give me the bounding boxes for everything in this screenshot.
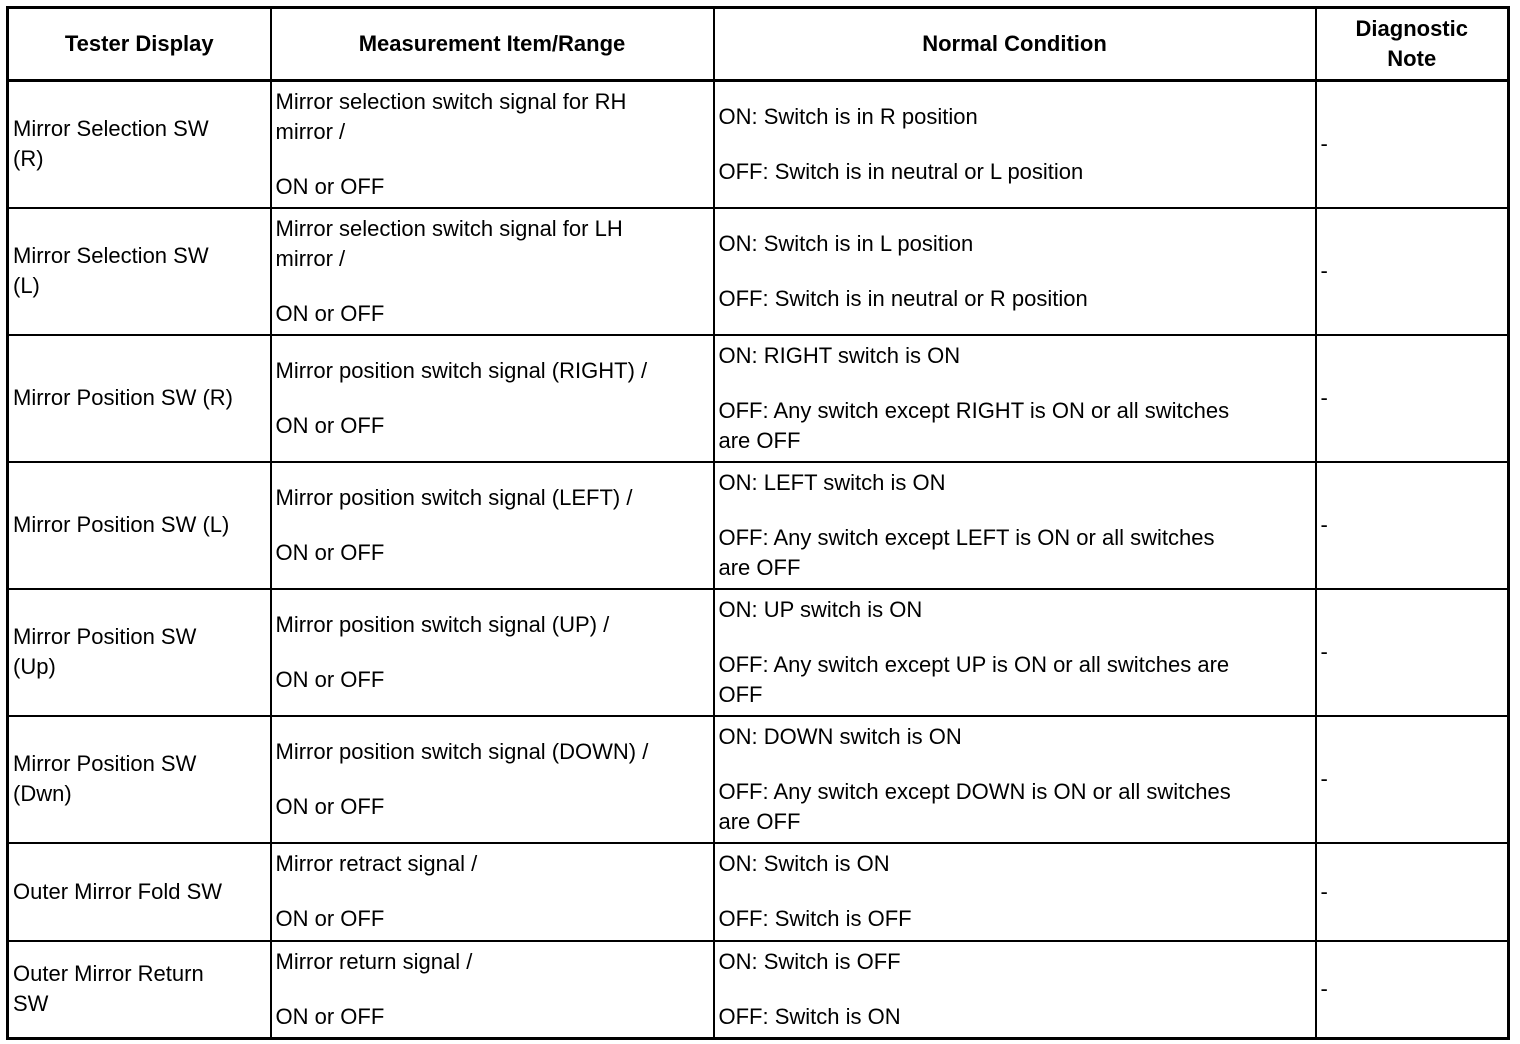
table-row: [8, 843, 1509, 941]
diagnostic-note-text: -: [1320, 512, 1328, 537]
condition-off-text: are OFF: [718, 808, 801, 834]
measurement-range-text: ON or OFF: [275, 412, 385, 438]
condition-off-text: OFF: Any switch except RIGHT is ON or all switches: [718, 397, 1230, 423]
table-row: [8, 81, 1509, 208]
cell-diagnostic-note: [1316, 716, 1509, 843]
condition-off-text: OFF: Switch is OFF: [718, 906, 912, 931]
tester-display-text: Mirror Position SW (R): [13, 385, 234, 410]
condition-off-text: OFF: Switch is in neutral or R position: [718, 285, 1088, 311]
header-tester-display: Tester Display: [8, 8, 271, 81]
table-row: [8, 589, 1509, 716]
measurement-range-text: ON or OFF: [275, 906, 385, 931]
measurement-item-text: Mirror retract signal /: [275, 851, 478, 876]
table-header: [8, 8, 1509, 81]
cell-measurement: [271, 589, 714, 716]
diagnostic-note-text: -: [1320, 878, 1328, 904]
measurement-range-text: ON or OFF: [275, 666, 385, 692]
cell-normal-condition: [714, 941, 1316, 1039]
table-row: [8, 335, 1509, 462]
measurement-range-text: ON or OFF: [275, 173, 385, 199]
cell-measurement: [271, 462, 714, 589]
measurement-range-text: ON or OFF: [275, 539, 385, 565]
diagnostic-note-text: -: [1320, 385, 1328, 410]
header-diagnostic-note: [1316, 8, 1509, 81]
condition-on-text: ON: RIGHT switch is ON: [718, 342, 961, 368]
header-row: [8, 8, 1509, 81]
cell-normal-condition: [714, 589, 1316, 716]
table-row: [8, 208, 1509, 335]
measurement-item-text: Mirror return signal /: [275, 948, 473, 974]
tester-display-text: Outer Mirror Fold SW: [13, 878, 223, 904]
measurement-item-text: Mirror position switch signal (RIGHT) /: [275, 357, 648, 383]
diagnostic-note-text: -: [1320, 766, 1328, 791]
table-row: [8, 462, 1509, 589]
condition-on-text: ON: Switch is in R position: [718, 103, 978, 129]
header-normal-condition: Normal Condition: [714, 8, 1316, 81]
cell-diagnostic-note: [1316, 81, 1509, 208]
header-diagnostic-note-line1: Diagnostic: [1355, 16, 1468, 41]
condition-off-text: OFF: Any switch except DOWN is ON or all switches: [718, 778, 1231, 804]
cell-normal-condition: [714, 335, 1316, 462]
tester-display-text: (Dwn): [13, 781, 72, 806]
condition-on-text: ON: DOWN switch is ON: [718, 723, 962, 749]
condition-on-text: ON: LEFT switch is ON: [718, 469, 946, 495]
measurement-range-text: ON or OFF: [275, 793, 385, 819]
cell-tester-display: [8, 462, 271, 589]
cell-measurement: [271, 335, 714, 462]
cell-normal-condition: [714, 81, 1316, 208]
cell-tester-display: [8, 589, 271, 716]
measurement-item-text: Mirror selection switch signal for RH: [275, 88, 627, 114]
condition-on-text: ON: Switch is in L position: [718, 230, 974, 256]
measurement-item-text: Mirror position switch signal (LEFT) /: [275, 484, 633, 510]
cell-tester-display: [8, 208, 271, 335]
cell-tester-display: [8, 81, 271, 208]
cell-diagnostic-note: [1316, 462, 1509, 589]
cell-normal-condition: [714, 843, 1316, 941]
condition-off-text: OFF: Switch is ON: [718, 1003, 901, 1029]
measurement-range-text: ON or OFF: [275, 300, 385, 326]
cell-normal-condition: [714, 716, 1316, 843]
tester-display-text: (L): [13, 273, 40, 298]
condition-off-text: OFF: Any switch except LEFT is ON or all switches: [718, 524, 1215, 550]
diagnostic-note-text: -: [1320, 131, 1328, 157]
diagnostic-data-table: [6, 6, 1510, 1040]
condition-off-text: are OFF: [718, 554, 801, 580]
cell-diagnostic-note: [1316, 208, 1509, 335]
diagnostic-note-text: -: [1320, 976, 1328, 1002]
cell-measurement: [271, 208, 714, 335]
header-diagnostic-note-line2: Note: [1387, 46, 1437, 71]
tester-display-text: Mirror Selection SW: [13, 243, 209, 268]
condition-off-text: OFF: Switch is in neutral or L position: [718, 158, 1084, 184]
table-row: [8, 941, 1509, 1039]
cell-normal-condition: [714, 208, 1316, 335]
tester-display-text: SW: [13, 991, 49, 1017]
tester-display-text: Mirror Position SW: [13, 751, 197, 776]
measurement-item-text: Mirror position switch signal (UP) /: [275, 611, 610, 637]
cell-tester-display: [8, 335, 271, 462]
measurement-range-text: ON or OFF: [275, 1003, 385, 1029]
tester-display-text: (Up): [13, 654, 56, 679]
cell-measurement: [271, 716, 714, 843]
measurement-item-text: Mirror position switch signal (DOWN) /: [275, 738, 649, 764]
condition-off-text: OFF: Any switch except UP is ON or all switches are: [718, 651, 1230, 677]
condition-off-text: are OFF: [718, 427, 801, 453]
cell-diagnostic-note: [1316, 843, 1509, 941]
condition-on-text: ON: Switch is OFF: [718, 948, 901, 974]
tester-display-text: Mirror Selection SW: [13, 116, 209, 142]
header-measurement: Measurement Item/Range: [271, 8, 714, 81]
cell-normal-condition: [714, 462, 1316, 589]
cell-tester-display: [8, 941, 271, 1039]
cell-diagnostic-note: [1316, 941, 1509, 1039]
cell-measurement: [271, 81, 714, 208]
cell-tester-display: [8, 716, 271, 843]
measurement-item-text: mirror /: [275, 118, 346, 144]
condition-on-text: ON: UP switch is ON: [718, 596, 923, 622]
cell-tester-display: [8, 843, 271, 941]
cell-diagnostic-note: [1316, 335, 1509, 462]
table-row: [8, 716, 1509, 843]
cell-diagnostic-note: [1316, 589, 1509, 716]
condition-on-text: ON: Switch is ON: [718, 851, 890, 876]
measurement-item-text: mirror /: [275, 245, 346, 271]
table-body: [8, 81, 1509, 1039]
tester-display-text: Mirror Position SW: [13, 624, 197, 649]
diagnostic-note-text: -: [1320, 258, 1328, 283]
tester-display-text: Outer Mirror Return: [13, 961, 204, 987]
tester-display-text: Mirror Position SW (L): [13, 512, 230, 537]
cell-measurement: [271, 941, 714, 1039]
tester-display-text: (R): [13, 146, 44, 172]
condition-off-text: OFF: [718, 681, 763, 707]
cell-measurement: [271, 843, 714, 941]
measurement-item-text: Mirror selection switch signal for LH: [275, 215, 623, 241]
diagnostic-note-text: -: [1320, 639, 1328, 664]
